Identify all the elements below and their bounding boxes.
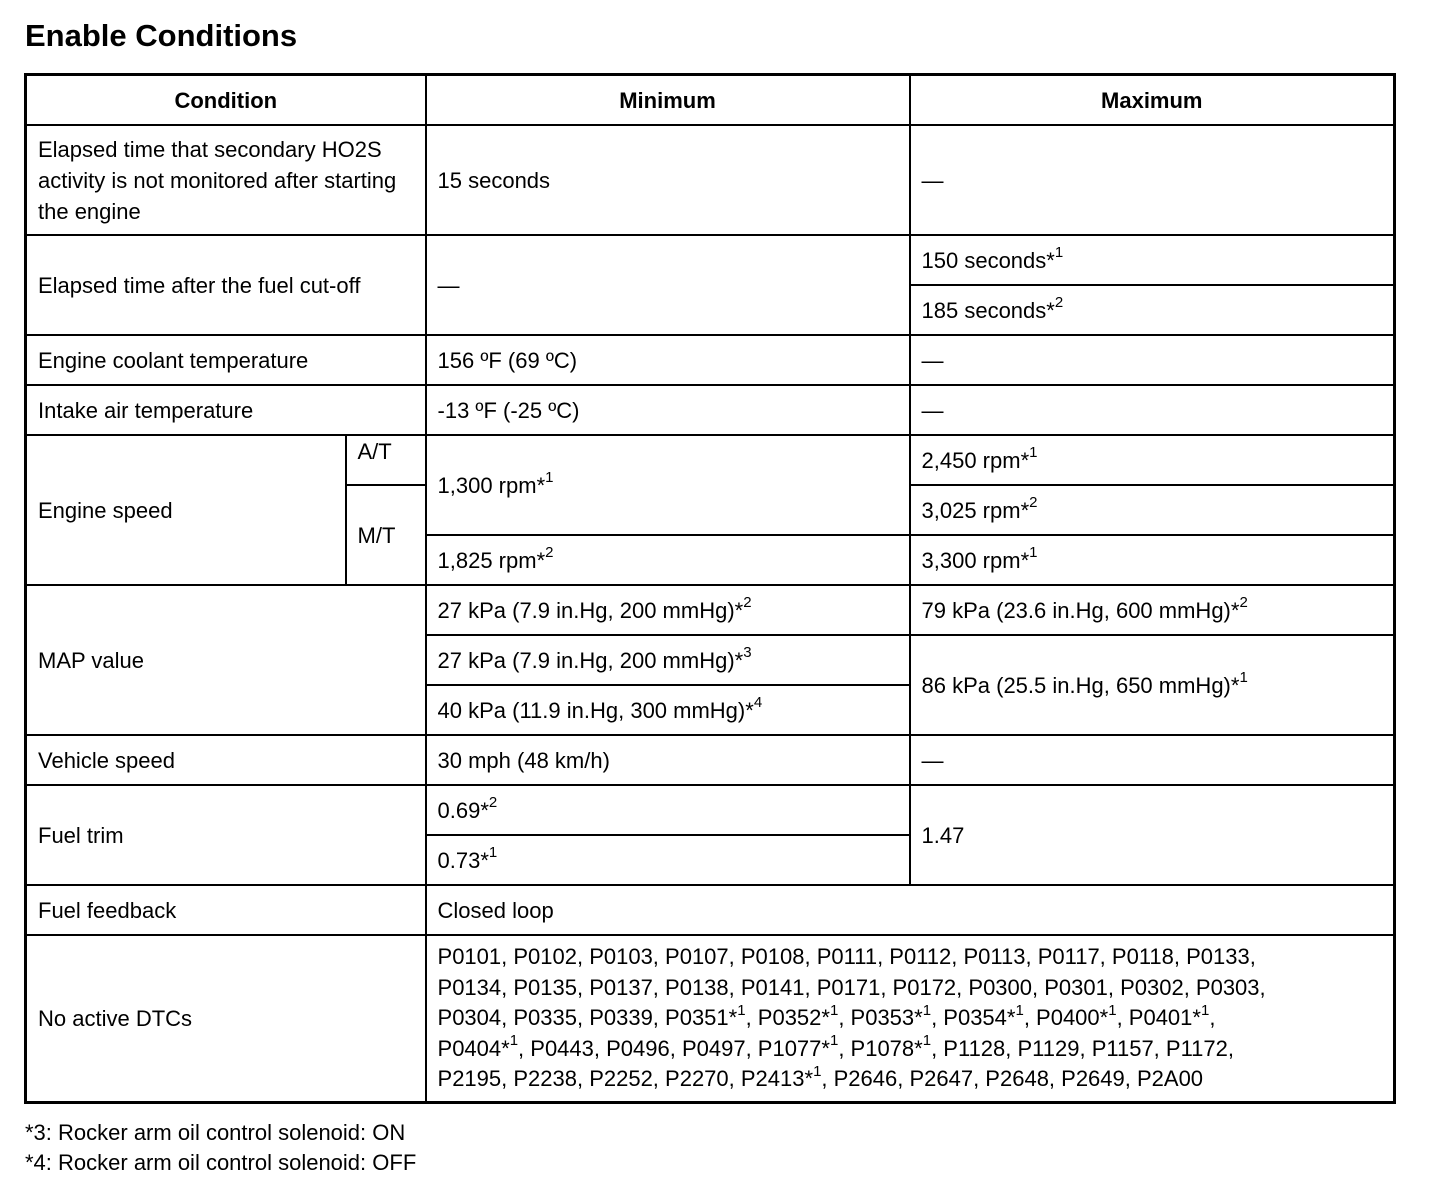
dtc-text: , P0443, P0496, P0497, P1077* bbox=[518, 1035, 830, 1061]
dtc-text: , P0354* bbox=[931, 1005, 1016, 1030]
condition-cell: Fuel trim bbox=[26, 785, 426, 885]
footnote-ref: 2 bbox=[488, 794, 498, 812]
value-text: 79 kPa (23.6 in.Hg, 600 mmHg)* bbox=[921, 597, 1240, 623]
minimum-cell bbox=[426, 585, 910, 635]
dtc-line bbox=[438, 1003, 1383, 1034]
condition-cell: Elapsed time that secondary HO2S activity is not monitored after starting the engine bbox=[26, 125, 426, 235]
maximum-cell bbox=[910, 635, 1395, 735]
dtc-text: P0304, P0335, P0339, P0351* bbox=[437, 1005, 738, 1030]
minimum-cell: 30 mph (48 km/h) bbox=[426, 735, 910, 785]
condition-cell: Elapsed time after the fuel cut-off bbox=[26, 235, 426, 335]
condition-cell: Intake air temperature bbox=[26, 385, 426, 435]
maximum-cell: — bbox=[910, 335, 1395, 385]
maximum-cell bbox=[910, 435, 1395, 485]
maximum-cell: — bbox=[910, 735, 1395, 785]
dtc-text: P2195, P2238, P2252, P2270, P2413* bbox=[437, 1066, 814, 1091]
minimum-cell bbox=[426, 835, 910, 885]
header-maximum: Maximum bbox=[910, 75, 1395, 126]
maximum-cell bbox=[910, 585, 1395, 635]
value-text: 1,300 rpm* bbox=[437, 472, 546, 498]
transmission-cell: M/T bbox=[346, 485, 426, 585]
table-row bbox=[26, 735, 1395, 785]
value-text: 40 kPa (11.9 in.Hg, 300 mmHg)* bbox=[437, 697, 754, 723]
footnote-ref: 1 bbox=[1108, 1001, 1117, 1019]
table-row bbox=[26, 385, 1395, 435]
dtc-text: , bbox=[1209, 1005, 1216, 1030]
value-text: 27 kPa (7.9 in.Hg, 200 mmHg)* bbox=[437, 597, 744, 623]
footnote-ref: 2 bbox=[1029, 494, 1038, 512]
minimum-cell bbox=[426, 535, 910, 585]
minimum-cell bbox=[426, 435, 910, 535]
table-row bbox=[26, 785, 1395, 835]
page-title: Enable Conditions bbox=[25, 18, 298, 53]
value-text: 0.69* bbox=[437, 797, 489, 823]
minimum-cell bbox=[426, 635, 910, 685]
table-row bbox=[26, 125, 1395, 235]
footnote-ref: 1 bbox=[829, 1032, 839, 1050]
footnote-ref: 2 bbox=[743, 594, 752, 612]
footnote-ref: 1 bbox=[1200, 1001, 1210, 1019]
minimum-cell: -13 ºF (-25 ºC) bbox=[426, 385, 910, 435]
maximum-cell bbox=[910, 235, 1395, 285]
table-header-row bbox=[26, 75, 1395, 126]
dtc-text: , P1078* bbox=[838, 1035, 923, 1061]
table-row bbox=[26, 935, 1395, 1102]
dtc-text: , P0352* bbox=[745, 1005, 830, 1030]
footnote-ref: 1 bbox=[1239, 669, 1248, 687]
enable-conditions-table bbox=[24, 73, 1396, 1104]
table-row bbox=[26, 585, 1395, 635]
dtc-text: , P0401* bbox=[1116, 1005, 1201, 1030]
footnote-ref: 1 bbox=[545, 469, 554, 487]
condition-cell: Engine speed bbox=[26, 435, 346, 585]
value-text: 27 kPa (7.9 in.Hg, 200 mmHg)* bbox=[437, 647, 744, 673]
footnote-ref: 1 bbox=[1015, 1001, 1024, 1019]
value-text: 185 seconds* bbox=[921, 297, 1055, 323]
footnote-ref: 1 bbox=[829, 1001, 839, 1019]
footnote-ref: 1 bbox=[813, 1062, 822, 1080]
footnote-ref: 1 bbox=[509, 1032, 519, 1050]
footnote-ref: 1 bbox=[488, 844, 498, 862]
dtc-list-cell bbox=[426, 935, 1395, 1102]
maximum-cell bbox=[910, 485, 1395, 535]
table-row bbox=[26, 335, 1395, 385]
footnote-ref: 1 bbox=[922, 1032, 932, 1050]
value-text: 3,025 rpm* bbox=[921, 497, 1030, 523]
dtc-line bbox=[438, 1064, 1383, 1095]
maximum-cell: — bbox=[910, 125, 1395, 235]
header-condition: Condition bbox=[26, 75, 426, 126]
header-minimum: Minimum bbox=[426, 75, 910, 126]
footnote-ref: 4 bbox=[753, 694, 763, 712]
footnotes bbox=[25, 1118, 416, 1178]
footnote-ref: 1 bbox=[1054, 244, 1064, 262]
footnote-ref: 1 bbox=[922, 1001, 932, 1019]
condition-cell: MAP value bbox=[26, 585, 426, 735]
footnote-ref: 1 bbox=[1029, 544, 1038, 562]
value-text: 150 seconds* bbox=[921, 247, 1055, 273]
table-row bbox=[26, 435, 1395, 485]
minimum-cell bbox=[426, 785, 910, 835]
footnote: *4: Rocker arm oil control solenoid: OFF bbox=[25, 1150, 417, 1175]
value-cell: Closed loop bbox=[426, 885, 1395, 935]
minimum-cell: 15 seconds bbox=[426, 125, 910, 235]
value-text: 0.73* bbox=[437, 847, 489, 873]
maximum-cell bbox=[910, 285, 1395, 335]
minimum-cell: 156 ºF (69 ºC) bbox=[426, 335, 910, 385]
minimum-cell: — bbox=[426, 235, 910, 335]
footnote-ref: 2 bbox=[545, 544, 554, 562]
dtc-text: , P0353* bbox=[838, 1005, 923, 1030]
dtc-text: , P2646, P2647, P2648, P2649, P2A00 bbox=[821, 1066, 1204, 1091]
minimum-cell bbox=[426, 685, 910, 735]
footnote-ref: 2 bbox=[1054, 294, 1064, 312]
footnote-ref: 1 bbox=[1029, 444, 1038, 462]
transmission-cell: A/T bbox=[346, 435, 426, 485]
condition-cell: No active DTCs bbox=[26, 935, 426, 1102]
dtc-text: , P1128, P1129, P1157, P1172, bbox=[931, 1035, 1235, 1061]
footnote-ref: 2 bbox=[1239, 594, 1248, 612]
dtc-line bbox=[438, 1034, 1383, 1065]
dtc-text: P0404* bbox=[437, 1035, 510, 1061]
condition-cell: Fuel feedback bbox=[26, 885, 426, 935]
dtc-line: P0134, P0135, P0137, P0138, P0141, P0171, P0172, P0300, P0301, P0302, P0303, bbox=[437, 974, 1266, 1000]
maximum-cell bbox=[910, 535, 1395, 585]
condition-cell: Engine coolant temperature bbox=[26, 335, 426, 385]
condition-cell: Vehicle speed bbox=[26, 735, 426, 785]
value-text: 2,450 rpm* bbox=[921, 447, 1030, 473]
dtc-text: , P0400* bbox=[1023, 1005, 1109, 1030]
maximum-cell: 1.47 bbox=[910, 785, 1395, 885]
footnote: *3: Rocker arm oil control solenoid: ON bbox=[25, 1120, 406, 1145]
maximum-cell: — bbox=[910, 385, 1395, 435]
footnote-ref: 3 bbox=[743, 644, 752, 662]
value-text: 86 kPa (25.5 in.Hg, 650 mmHg)* bbox=[921, 672, 1240, 698]
table-row bbox=[26, 235, 1395, 285]
value-text: 3,300 rpm* bbox=[921, 547, 1030, 573]
value-text: 1,825 rpm* bbox=[437, 547, 546, 573]
table-row bbox=[26, 885, 1395, 935]
dtc-line: P0101, P0102, P0103, P0107, P0108, P0111, P0112, P0113, P0117, P0118, P0133, bbox=[437, 944, 1256, 969]
footnote-ref: 1 bbox=[737, 1001, 746, 1019]
